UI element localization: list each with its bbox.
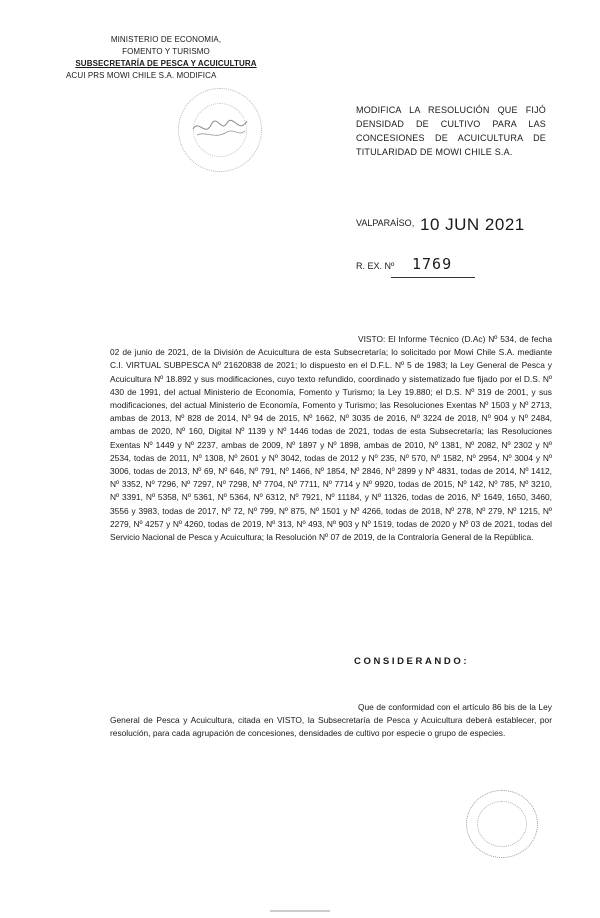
resolution-number: 1769: [412, 255, 453, 273]
footer-mark-icon: [270, 909, 330, 914]
letterhead: [66, 34, 266, 82]
resolution-subject: MODIFICA LA RESOLUCIÓN QUE FIJÓ DENSIDAD DE CULTIVO PARA LAS CONCESIONES DE ACUICULTURA DE TITULARIDAD DE MOWI CHILE S.A.: [356, 105, 546, 157]
ministry-name-line2: FOMENTO Y TURISMO: [122, 47, 210, 56]
visto-paragraph: VISTO: El Informe Técnico (D.Ac) Nº 534, de fecha 02 de junio de 2021, de la División de Acuicultura de esta Subsecretaría; lo solicitado por Mowi Chile S.A. mediante C.I. VIRTUAL SUBPESCA Nº 21620838 de 2021; lo dispuesto en el D.F.L. Nº 5 de 1983; la Ley General de Pesca y Acuicultura Nº 18.892 y sus modificaciones, cuyo texto refundido, coordinado y sistematizado fue fijado por el D.S. Nº 430 de 1991, del actual Ministerio de Economía, Fomento y Turismo; la Ley 19.880; el D.S. Nº 319 de 2001, y sus modificaciones, del actual Ministerio de Economía, Fomento y Turismo; las Resoluciones Exentas Nº 1503 y Nº 2713, ambas de 2013, Nº 828 de 2014, Nº 94 de 2015, Nº 1662, Nº 3035 de 2016, Nº 3224 de 2018, Nº 904 y Nº 2484, ambas de 2020, Nº 160, Digital Nº 1139 y Nº 1446 todas de 2021, todas de esta Subsecretaría; las Resoluciones Exentas Nº 1449 y Nº 2237, ambas de 2009, Nº 1897 y Nº 1898, ambas de 2010, Nº 1381, Nº 2082, Nº 2302 y Nº 2534, todas de 2011, Nº 1308, Nº 2601 y Nº 3042, todas de 2012 y Nº 235, Nº 570, Nº 1582, Nº 2954, Nº 3004 y Nº 3006, todas de 2013, Nº 69, Nº 646, Nº 791, Nº 1466, Nº 1854, Nº 2846, Nº 2899 y Nº 4831, todas de 2014, Nº 1412, Nº 3352, Nº 7296, Nº 7297, Nº 7298, Nº 7704, Nº 7711, Nº 7714 y Nº 9920, todas de 2015, Nº 142, Nº 785, Nº 3210, Nº 3391, Nº 5358, Nº 5361, Nº 5364, Nº 6312, Nº 7921, Nº 11184, y Nº 11326, todas de 2016, Nº 1649, 1650, 3460, 3556 y 3983, todas de 2017, Nº 72, Nº 799, Nº 875, Nº 1501 y Nº 4266, todas de 2018, Nº 278, Nº 279, Nº 1215, Nº 2279, Nº 4257 y Nº 4260, todas de 2019, Nº 313, Nº 493, Nº 903 y Nº 1519, todas de 2020 y Nº 03 de 2021, todas del Servicio Nacional de Pesca y Acuicultura; la Resolución Nº 07 de 2019, de la Contraloría General de la República.: [110, 334, 552, 543]
resolution-date: 10 JUN 2021: [420, 215, 525, 234]
official-stamp-icon: [178, 88, 262, 172]
resolution-number-underline: [391, 277, 475, 278]
page-seal-inner-ring: [477, 801, 527, 847]
considerando-paragraph-1: Que de conformidad con el artículo 86 bis de la Ley General de Pesca y Acuicultura, citada en VISTO, la Subsecretaría de Pesca y Acuicultura deberá establecer, por resolución, para cada agrupación de concesiones, densidades de cultivo por especie o grupo de especies.: [110, 702, 552, 739]
signature-scribble-icon: [191, 115, 249, 141]
page-seal-icon: [466, 790, 538, 858]
ministry-name-line1: MINISTERIO DE ECONOMIA,: [110, 35, 222, 44]
subsecretaria-name: SUBSECRETARÍA DE PESCA Y ACUICULTURA: [75, 59, 257, 68]
place-label: VALPARAÍSO,: [356, 218, 415, 228]
considerando-heading: CONSIDERANDO:: [354, 656, 470, 667]
resolution-number-label: R. EX. Nº: [356, 261, 395, 271]
file-reference: ACUI PRS MOWI CHILE S.A. MODIFICA: [66, 71, 217, 80]
